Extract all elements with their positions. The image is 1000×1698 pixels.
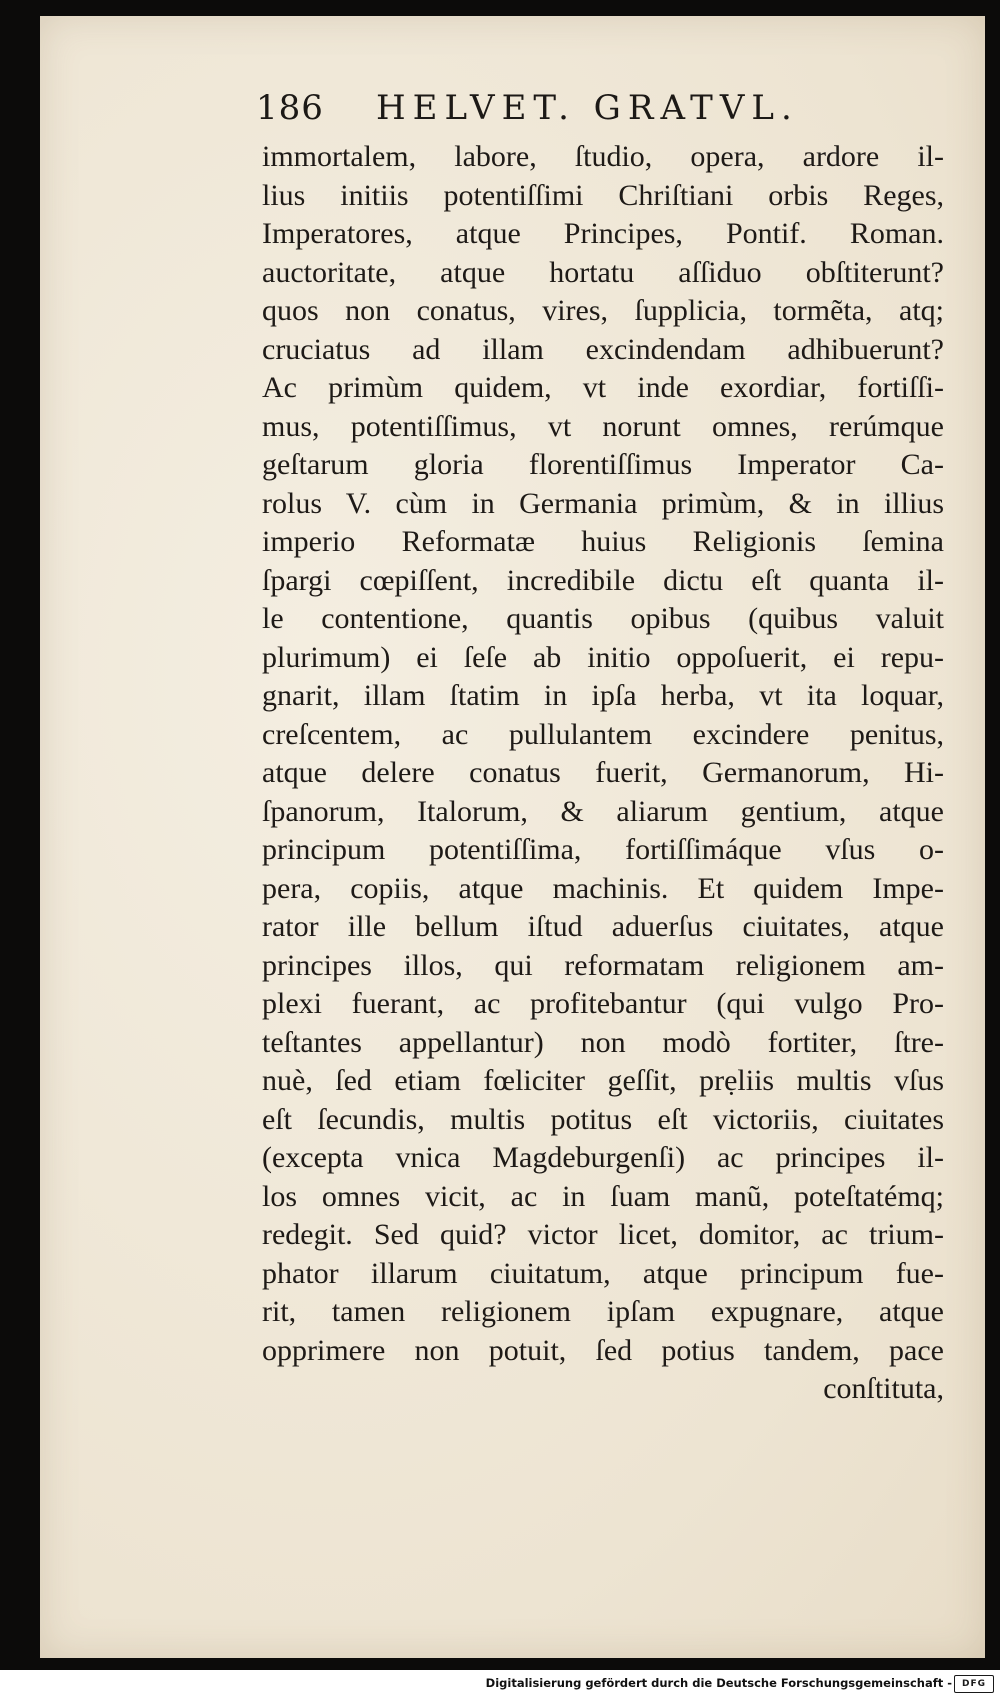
text-line: rit, tamen religionem ipſam expugnare, atque: [262, 1295, 944, 1328]
text-line: opprimere non potuit, ſed potius tandem, pace: [262, 1333, 944, 1367]
body-text: [262, 138, 944, 1409]
text-line: le contentione, quantis opibus (quibus valuit: [262, 602, 944, 635]
text-line: ſpargi cœpiſſent, incredibile dictu eſt quanta il-: [262, 563, 944, 597]
text-line: ſpanorum, Italorum, & aliarum gentium, atque: [262, 794, 944, 828]
text-line: los omnes vicit, ac in ſuam manũ, poteſtatémq;: [262, 1179, 944, 1213]
text-line: Imperatores, atque Principes, Pontif. Roman.: [262, 217, 944, 250]
text-line: phator illarum ciuitatum, atque principum fue-: [262, 1256, 944, 1290]
page-header: [256, 88, 936, 138]
text-line: atque delere conatus fuerit, Germanorum, Hi-: [262, 756, 944, 789]
text-line: quos non conatus, vires, ſupplicia, tormẽta, atq;: [262, 294, 944, 327]
text-line: gnarit, illam ſtatim in ipſa herba, vt ita loquar,: [262, 679, 944, 712]
text-line: principes illos, qui reformatam religionem am-: [262, 948, 944, 982]
text-line: rolus V. cùm in Germania primùm, & in illius: [262, 486, 944, 520]
text-line: immortalem, labore, ſtudio, opera, ardore il-: [262, 140, 944, 173]
dfg-logo: DFG: [954, 1675, 994, 1693]
text-line: teſtantes appellantur) non modò fortiter, ſtre-: [262, 1025, 944, 1059]
text-line: plexi fuerant, ac profitebantur (qui vulgo Pro-: [262, 987, 944, 1020]
text-line: mus, potentiſſimus, vt norunt omnes, rerúmque: [262, 409, 944, 443]
text-line: principum potentiſſima, fortiſſimáque vſus o-: [262, 833, 944, 866]
text-line: cruciatus ad illam excindendam adhibuerunt?: [262, 332, 944, 366]
text-line: rator ille bellum iſtud aduerſus ciuitates, atque: [262, 910, 944, 943]
text-line: (excepta vnica Magdeburgenſi) ac principes il-: [262, 1141, 944, 1174]
text-line: Ac primùm quidem, vt inde exordiar, fortiſſi-: [262, 371, 944, 404]
text-line: plurimum) ei ſeſe ab initio oppoſuerit, ei repu-: [262, 640, 944, 674]
text-line: nuè, ſed etiam fœliciter geſſit, prẹliis multis vſus: [262, 1064, 944, 1097]
text-line: conſtituta,: [823, 1372, 944, 1405]
running-title: HELVET. GRATVL.: [376, 88, 799, 128]
text-line: geſtarum gloria florentiſſimus Imperator Ca-: [262, 448, 944, 481]
text-line: pera, copiis, atque machinis. Et quidem Impe-: [262, 871, 944, 905]
digitization-note: Digitalisierung gefördert durch die Deutsche Forschungsgemeinschaft -: [485, 1676, 952, 1690]
footer-strip: [0, 1670, 1000, 1698]
text-line: auctoritate, atque hortatu aſſiduo obſtiterunt?: [262, 255, 944, 289]
text-line: redegit. Sed quid? victor licet, domitor, ac trium-: [262, 1218, 944, 1251]
page-number: 186: [256, 88, 324, 128]
text-line: eſt ſecundis, multis potitus eſt victoriis, ciuitates: [262, 1102, 944, 1136]
text-line: lius initiis potentiſſimi Chriſtiani orbis Reges,: [262, 178, 944, 212]
text-line: imperio Reformatæ huius Religionis ſemina: [262, 525, 944, 558]
text-line: creſcentem, ac pullulantem excindere penitus,: [262, 717, 944, 751]
